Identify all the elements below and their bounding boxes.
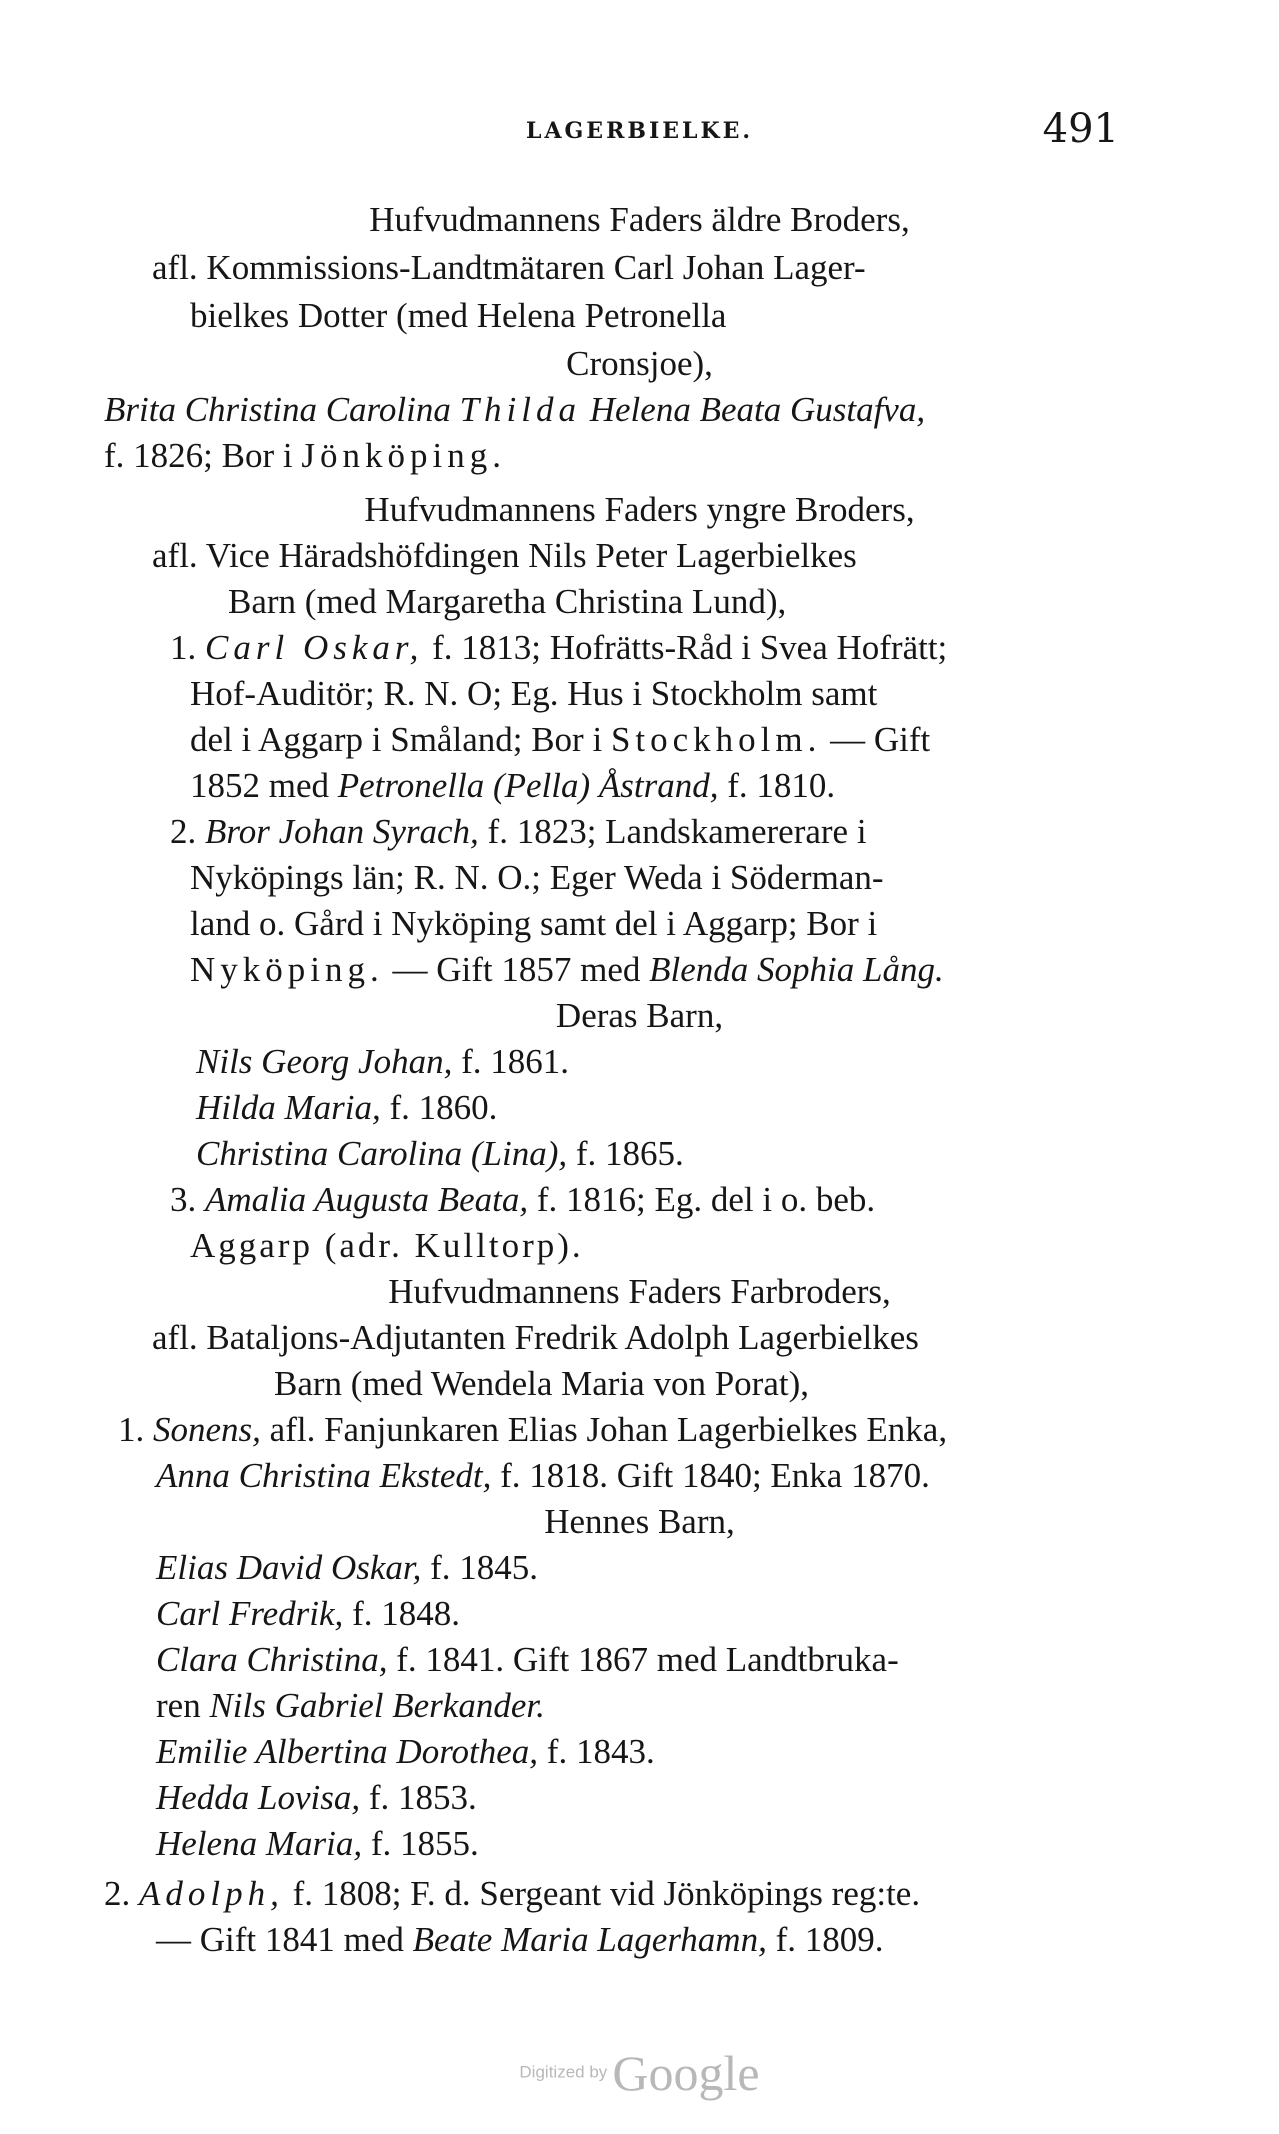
person-name: Anna Christina Ekstedt,	[156, 1456, 492, 1495]
person-name: Carl Fredrik,	[156, 1594, 344, 1633]
text-line: bielkes Dotter (med Helena Petronella	[190, 296, 727, 335]
birth-info: f. 1855.	[370, 1824, 479, 1863]
section-heading: Hufvudmannens Faders Farbroders,	[388, 1272, 891, 1311]
birth-info: f. 1853.	[368, 1778, 477, 1817]
entry-text: f. 1810.	[727, 766, 836, 805]
subsection-heading: Hennes Barn,	[544, 1502, 735, 1541]
person-name: Elias David Oskar,	[156, 1548, 422, 1587]
birth-info: f. 1826; Bor i	[104, 436, 293, 475]
birth-info: f. 1845.	[430, 1548, 539, 1587]
person-name: Hilda Maria,	[196, 1088, 381, 1127]
text-line	[104, 434, 506, 478]
grandchild-entry	[156, 1546, 538, 1590]
person-name: Hedda Lovisa,	[156, 1778, 361, 1817]
text-line: Hof-Auditör; R. N. O; Eg. Hus i Stockholm samt	[190, 674, 878, 713]
text-line: afl. Kommissions-Landtmätaren Carl Johan Lager-	[152, 248, 866, 287]
digitized-by-text: Digitized by	[519, 2062, 608, 2082]
entry-text: del i Aggarp i Småland; Bor i	[190, 720, 603, 759]
running-header: LAGERBIELKE.	[525, 118, 754, 144]
grandchild-entry	[196, 1040, 569, 1084]
entry-text: f. 1809.	[775, 1920, 884, 1959]
person-name: Carl Oskar,	[205, 628, 424, 667]
text-line: land o. Gård i Nyköping samt del i Aggarp; Bor i	[190, 904, 878, 943]
birth-info: f. 1843.	[546, 1732, 655, 1771]
place-name: Stockholm.	[610, 720, 822, 759]
birth-info: f. 1841. Gift 1867 med Landtbruka-	[396, 1640, 899, 1679]
grandchild-entry	[156, 1592, 460, 1636]
text-line: afl. Vice Häradshöfdingen Nils Peter Lagerbielkes	[152, 536, 857, 575]
text-line: Barn (med Margaretha Christina Lund),	[228, 582, 787, 621]
entry-number: 1.	[170, 628, 197, 667]
digitized-by-watermark	[0, 2044, 1279, 2102]
place-name: Nyköping.	[190, 950, 384, 989]
child-entry	[170, 810, 867, 854]
text-line	[156, 1454, 930, 1498]
person-name: Emilie Albertina Dorothea,	[156, 1732, 539, 1771]
entry-text: f. 1823; Landskamererare i	[487, 812, 867, 851]
entry-text: f. 1818. Gift 1840; Enka 1870.	[500, 1456, 930, 1495]
birth-info: f. 1848.	[352, 1594, 460, 1633]
person-name: Nils Georg Johan,	[196, 1042, 453, 1081]
entry-text: 1852 med	[190, 766, 330, 805]
section-heading: Hufvudmannens Faders yngre Broders,	[364, 490, 915, 529]
entry-text: — Gift 1841 med	[156, 1920, 404, 1959]
spouse-name: Petronella (Pella) Åstrand,	[337, 766, 719, 805]
place-name: Jönköping.	[301, 436, 506, 475]
entry-number: 2.	[104, 1874, 131, 1913]
entry-text: f. 1813; Hofrätts-Råd i Svea Hofrätt;	[432, 628, 948, 667]
spouse-name: Nils Gabriel Berkander.	[209, 1686, 545, 1725]
birth-info: f. 1865.	[575, 1134, 684, 1173]
subsection-heading: Deras Barn,	[555, 996, 724, 1035]
entry-number: 2.	[170, 812, 197, 851]
text-line: Aggarp (adr. Kulltorp).	[190, 1226, 584, 1265]
entry-text: f. 1808; F. d. Sergeant vid Jönköpings reg:te.	[292, 1874, 921, 1913]
person-entry	[104, 388, 925, 432]
person-name: Christina Carolina (Lina),	[196, 1134, 568, 1173]
person-name: Amalia Augusta Beata,	[205, 1180, 529, 1219]
text-line	[156, 1684, 545, 1728]
child-entry	[104, 1872, 920, 1916]
grandchild-entry	[196, 1132, 684, 1176]
child-entry	[118, 1408, 947, 1452]
text-line	[190, 948, 944, 992]
text-line	[190, 764, 835, 808]
grandchild-entry	[156, 1730, 655, 1774]
person-name: Adolph,	[139, 1874, 284, 1913]
person-name-spaced: Thilda	[459, 390, 581, 429]
person-name: Helena Beata Gustafva,	[589, 390, 926, 429]
entry-text: f. 1816; Eg. del i o. beb.	[536, 1180, 876, 1219]
person-name: Helena Maria,	[156, 1824, 363, 1863]
entry-number: 3.	[170, 1180, 197, 1219]
person-name: Brita Christina Carolina	[104, 390, 451, 429]
text-line	[190, 718, 930, 762]
entry-number: 1.	[118, 1410, 145, 1449]
child-entry	[170, 1178, 875, 1222]
person-label: Sonens,	[153, 1410, 261, 1449]
text-line: Barn (med Wendela Maria von Porat),	[274, 1364, 809, 1403]
birth-info: f. 1861.	[461, 1042, 569, 1081]
spouse-name: Blenda Sophia Lång.	[649, 950, 944, 989]
text-line: afl. Bataljons-Adjutanten Fredrik Adolph Lagerbielkes	[152, 1318, 919, 1357]
page-number: 491	[1042, 106, 1119, 152]
grandchild-entry	[156, 1776, 477, 1820]
entry-text: — Gift 1857 med	[392, 950, 641, 989]
entry-text: afl. Fanjunkaren Elias Johan Lagerbielkes Enka,	[269, 1410, 948, 1449]
grandchild-entry	[156, 1822, 479, 1866]
grandchild-entry	[196, 1086, 497, 1130]
section-heading: Hufvudmannens Faders äldre Broders,	[369, 200, 910, 239]
text-line: Cronsjoe),	[566, 344, 713, 383]
text-line: Nyköpings län; R. N. O.; Eger Weda i Söderman-	[190, 858, 884, 897]
birth-info: f. 1860.	[389, 1088, 498, 1127]
grandchild-entry	[156, 1638, 899, 1682]
entry-text: — Gift	[830, 720, 931, 759]
person-name: Clara Christina,	[156, 1640, 388, 1679]
text-line	[156, 1918, 883, 1962]
spouse-name: Beate Maria Lagerhamn,	[412, 1920, 767, 1959]
entry-text: ren	[156, 1686, 201, 1725]
person-name: Bror Johan Syrach,	[205, 812, 479, 851]
child-entry	[170, 626, 947, 670]
google-logo: Google	[612, 2045, 760, 2101]
